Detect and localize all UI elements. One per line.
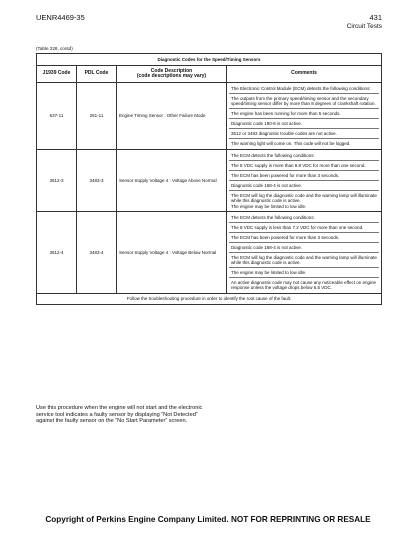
column-header-description: Code Description (code descriptions may vary) [117, 66, 227, 83]
table-row [37, 149, 382, 211]
j1939-code: 3512-4 [37, 212, 77, 294]
pdl-code: 3483-3 [77, 149, 117, 211]
comment-item: The 8 VDC supply is more than 8.8 VDC for more than one second. [229, 161, 379, 171]
j1939-code: 637-11 [37, 83, 77, 150]
table-row [37, 212, 382, 294]
comment-item: The ECM will log the diagnostic code and the warning lamp will illuminate while this diagnostic code is active. [229, 253, 379, 268]
copyright-notice: Copyright of Perkins Engine Company Limited. NOT FOR REPRINTING OR RESALE [45, 515, 371, 524]
comment-item: The warning light will come on. This code will not be logged. [231, 140, 351, 146]
comment-item: The engine has been running for more than 5 seconds. [229, 109, 379, 119]
comment-item: The Electronic Control Module (ECM) detects the following conditions: [229, 84, 379, 94]
document-id: UENR4469-35 [36, 13, 85, 22]
column-header-pdl: PDL Code [77, 66, 117, 83]
table-row [37, 83, 382, 150]
comment-item: The ECM detects the following conditions: [229, 151, 379, 161]
column-header-j1939: J1939 Code [37, 66, 77, 83]
comment-item: Diagnostic code 168-4 is not active. [229, 181, 379, 191]
column-header-comments: Comments [227, 66, 382, 83]
comments-cell [227, 212, 382, 294]
comment-item: The outputs from the primary speed/timing sensor and the secondary speed/timing sensor differ by more than 8 degrees of crankshaft rotation. [229, 94, 379, 109]
comments-cell [227, 83, 382, 150]
comment-item: The ECM has been powered for more than 3 seconds. [229, 171, 379, 181]
code-description: Sensor Supply Voltage 4 : Voltage Below Normal [117, 212, 227, 294]
pdl-code: 3483-4 [77, 212, 117, 294]
comment-item: Diagnostic code 168-4 is not active. [229, 243, 379, 253]
code-description: Sensor Supply Voltage 4 : Voltage Above Normal [117, 149, 227, 211]
code-description: Engine Timing Sensor : Other Failure Mode [117, 83, 227, 150]
diagnostic-codes-table [36, 53, 382, 305]
j1939-code: 3512-3 [37, 149, 77, 211]
comments-cell [227, 149, 382, 211]
section-title: Circuit Tests [346, 23, 382, 30]
comment-item: An active diagnostic code may not cause any noticeable effect on engine response unless the voltage drops below 6.5 VDC. [231, 279, 377, 291]
pdl-code: 261-11 [77, 83, 117, 150]
comment-item: 3512 or 3483 diagnostic trouble codes are not active. [229, 129, 379, 139]
page-number: 431 [369, 13, 382, 22]
comment-item: The engine may be limited to low idle. [229, 268, 379, 278]
table-title: Diagnostic Codes for the Speed/Timing Sensors [37, 54, 382, 66]
comment-item: The ECM will log the diagnostic code and the warning lamp will illuminate while this diagnostic code is active. The engine may be limited to low idle. [231, 192, 377, 209]
comment-item: The ECM detects the following conditions: [229, 213, 379, 223]
procedure-instructions: Use this procedure when the engine will not start and the electronic service tool indicates a faulty sensor by displaying “Not Detected” against the faulty sensor on the “No Start Parameter” screen. [36, 405, 203, 425]
comment-item: The ECM has been powered for more than 3 seconds. [229, 233, 379, 243]
comment-item: Diagnostic code 190-8 is not active. [229, 119, 379, 129]
table-caption: (Table 228, contd) [36, 46, 73, 51]
table-footer: Follow the troubleshooting procedure in order to identify the root cause of the fault. [37, 293, 382, 304]
comment-item: The 8 VDC supply is less than 7.2 VDC for more than one second. [229, 223, 379, 233]
